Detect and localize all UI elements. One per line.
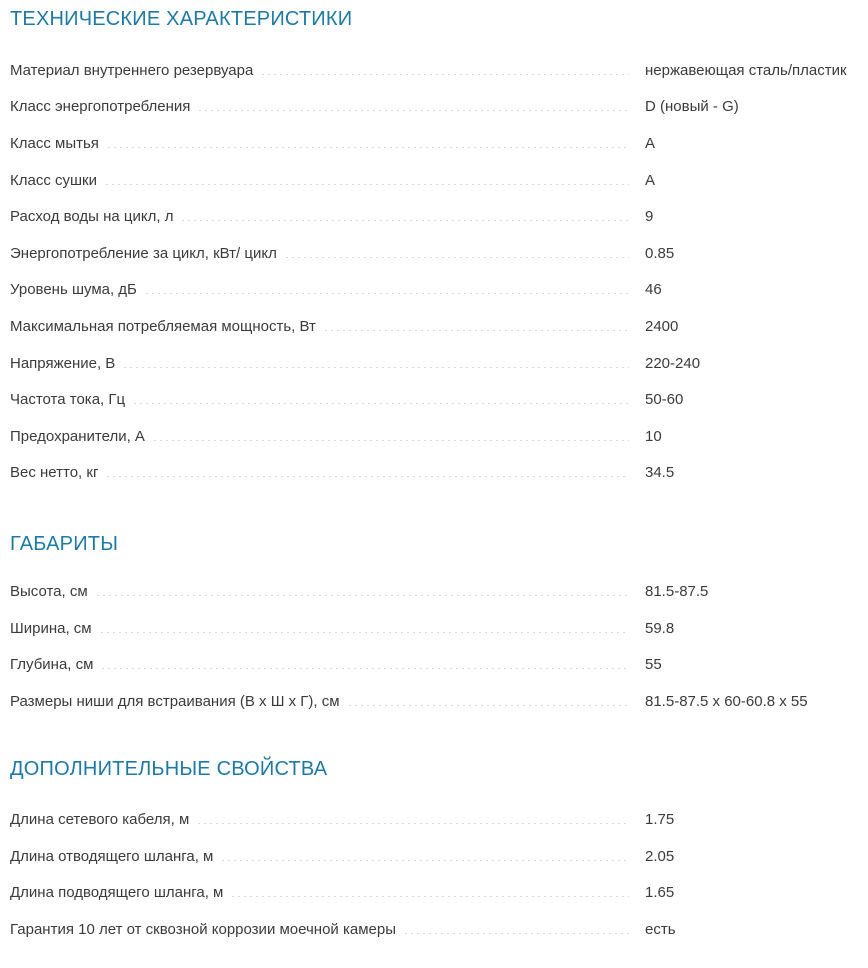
spec-label: Глубина, см: [10, 656, 94, 674]
dotted-leader: [106, 184, 629, 185]
spec-value: 50-60: [645, 391, 684, 409]
section-title: ТЕХНИЧЕСКИЕ ХАРАКТЕРИСТИКИ: [10, 8, 353, 30]
spec-row: [10, 345, 868, 382]
dotted-leader: [101, 632, 629, 633]
spec-value: 1.75: [645, 811, 675, 829]
spec-value: есть: [645, 921, 676, 939]
spec-row: [10, 125, 868, 162]
spec-row: [10, 610, 868, 647]
dotted-leader: [262, 74, 629, 75]
spec-label: Предохранители, А: [10, 427, 145, 445]
spec-label: Материал внутреннего резервуара: [10, 61, 254, 79]
spec-label: Максимальная потребляемая мощность, Вт: [10, 317, 316, 335]
section-title: ГАБАРИТЫ: [10, 533, 119, 556]
spec-value: 81.5-87.5 x 60-60.8 x 55: [645, 692, 808, 710]
dotted-leader: [154, 440, 629, 441]
dotted-leader: [146, 293, 629, 294]
spec-label: Класс сушки: [10, 171, 97, 189]
dotted-leader: [124, 367, 629, 368]
spec-label: Длина сетевого кабеля, м: [10, 811, 190, 829]
dotted-leader: [108, 147, 629, 148]
spec-label: Высота, см: [10, 582, 88, 600]
spec-row: [10, 646, 868, 683]
spec-value: D (новый - G): [645, 98, 739, 116]
spec-value: 2.05: [645, 847, 675, 865]
spec-section: [10, 756, 868, 948]
spec-value: 0.85: [645, 244, 675, 262]
spec-value: 2400: [645, 317, 679, 335]
spec-row: [10, 911, 868, 948]
spec-row: [10, 875, 868, 912]
spec-value: 55: [645, 656, 662, 674]
section-title: ДОПОЛНИТЕЛЬНЫЕ СВОЙСТВА: [10, 757, 328, 780]
dotted-leader: [102, 668, 629, 669]
spec-label: Класс энергопотребления: [10, 98, 191, 116]
spec-value: A: [645, 134, 656, 152]
spec-label: Гарантия 10 лет от сквозной коррозии моечной камеры: [10, 921, 396, 939]
dotted-leader: [198, 823, 629, 824]
dotted-leader: [325, 330, 629, 331]
spec-label: Напряжение, В: [10, 354, 116, 372]
spec-rows: [10, 52, 868, 491]
dotted-leader: [222, 860, 629, 861]
dotted-leader: [182, 220, 629, 221]
spec-row: [10, 573, 868, 610]
spec-value: 10: [645, 427, 662, 445]
spec-value: 9: [645, 208, 654, 226]
spec-label: Класс мытья: [10, 134, 99, 152]
spec-label: Ширина, см: [10, 619, 92, 637]
spec-row: [10, 162, 868, 199]
spec-section: [10, 531, 868, 719]
spec-value: 220-240: [645, 354, 701, 372]
spec-row: [10, 89, 868, 126]
spec-row: [10, 381, 868, 418]
spec-row: [10, 802, 868, 839]
spec-label: Вес нетто, кг: [10, 464, 99, 482]
spec-rows: [10, 802, 868, 948]
dotted-leader: [405, 933, 629, 934]
spec-value: нержавеющая сталь/пластик: [645, 61, 847, 79]
spec-value: 81.5-87.5: [645, 582, 709, 600]
dotted-leader: [97, 595, 629, 596]
spec-rows: [10, 573, 868, 719]
spec-label: Размеры ниши для встраивания (В х Ш х Г), см: [10, 692, 340, 710]
spec-value: 46: [645, 281, 662, 299]
dotted-leader: [286, 257, 629, 258]
spec-row: [10, 198, 868, 235]
spec-value: 34.5: [645, 464, 675, 482]
spec-section: [10, 6, 868, 491]
spec-label: Длина подводящего шланга, м: [10, 884, 224, 902]
dotted-leader: [107, 476, 629, 477]
spec-row: [10, 272, 868, 309]
spec-row: [10, 838, 868, 875]
spec-row: [10, 52, 868, 89]
dotted-leader: [199, 110, 629, 111]
spec-row: [10, 418, 868, 455]
spec-row: [10, 455, 868, 492]
spec-label: Уровень шума, дБ: [10, 281, 137, 299]
spec-row: [10, 235, 868, 272]
spec-value: A: [645, 171, 656, 189]
spec-label: Длина отводящего шланга, м: [10, 847, 214, 865]
spec-row: [10, 683, 868, 720]
spec-label: Энергопотребление за цикл, кВт/ цикл: [10, 244, 277, 262]
dotted-leader: [134, 403, 629, 404]
spec-value: 59.8: [645, 619, 675, 637]
dotted-leader: [349, 705, 629, 706]
spec-row: [10, 308, 868, 345]
dotted-leader: [232, 896, 629, 897]
spec-label: Частота тока, Гц: [10, 391, 126, 409]
spec-value: 1.65: [645, 884, 675, 902]
spec-label: Расход воды на цикл, л: [10, 208, 174, 226]
